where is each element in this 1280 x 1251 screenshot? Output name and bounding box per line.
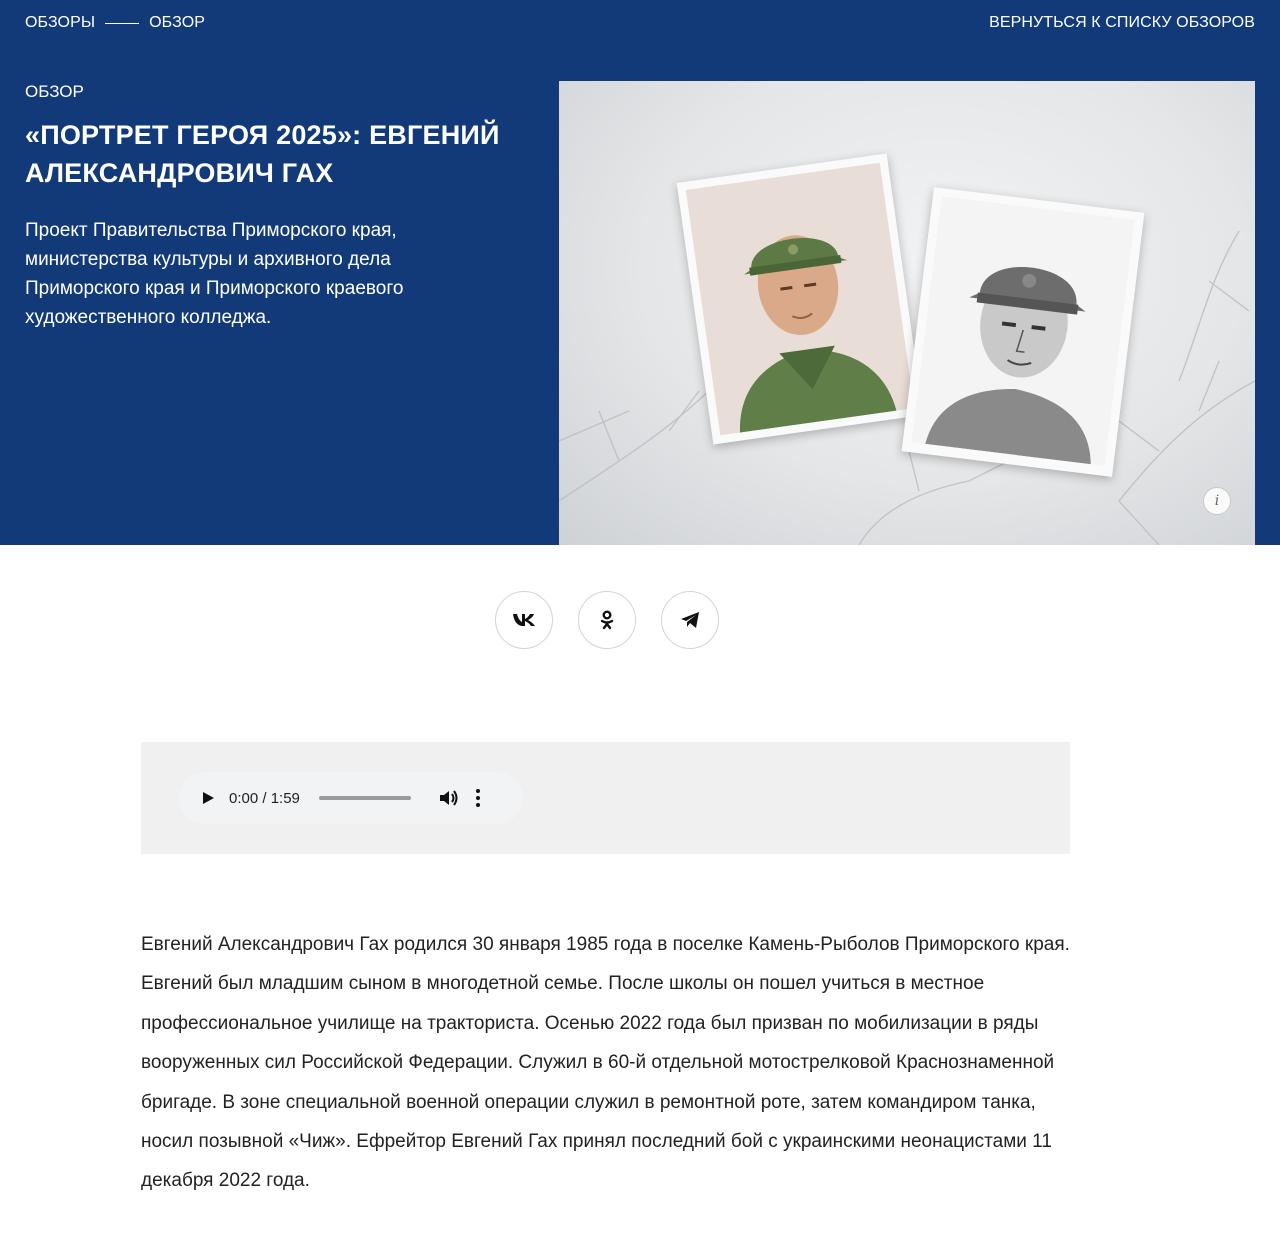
audio-section <box>141 742 1070 854</box>
top-bar <box>25 13 1255 33</box>
play-icon[interactable] <box>201 791 215 805</box>
share-ok-button[interactable] <box>578 591 636 649</box>
breadcrumb-separator <box>105 23 139 24</box>
hero-text <box>25 82 505 332</box>
volume-icon[interactable] <box>437 787 459 809</box>
soldier-photo <box>677 154 924 445</box>
odnoklassniki-icon <box>600 610 614 630</box>
hero-section <box>0 0 1280 545</box>
audio-progress-bar[interactable] <box>319 796 411 800</box>
back-to-list-link[interactable]: ВЕРНУТЬСЯ К СПИСКУ ОБЗОРОВ <box>989 14 1255 31</box>
article-paragraph: Евгений Александрович Гах родился 30 января 1985 года в поселке Камень-Рыболов Приморского края. Евгений был младшим сыном в многодетной семье. После школы он пошел учиться в местное профессиональное училище на тракториста. Осенью 2022 года был призван по мобилизации в ряды вооруженных сил Российской Федерации. Служил в 60-й отдельной мотострелковой Краснознаменной бригаде. В зоне специальной военной операции служил в ремонтной роте, затем командиром танка, носил позывной «Чиж». Ефрейтор Евгений Гах принял последний бой с украинскими неонацистами 11 декабря 2022 года. <box>141 934 1070 1192</box>
telegram-icon <box>680 611 700 629</box>
share-buttons <box>495 591 744 649</box>
page-title: «ПОРТРЕТ ГЕРОЯ 2025»: ЕВГЕНИЙ АЛЕКСАНДРОВИЧ ГАХ <box>25 120 500 188</box>
audio-player <box>179 772 523 824</box>
portrait-sketch <box>902 187 1145 477</box>
breadcrumb-review[interactable]: ОБЗОР <box>149 14 206 31</box>
image-info-button[interactable]: i <box>1203 487 1231 515</box>
hero-image <box>559 81 1255 545</box>
breadcrumb-reviews[interactable]: ОБЗОРЫ <box>25 14 96 31</box>
section-label: ОБЗОР <box>25 82 84 101</box>
share-vk-button[interactable] <box>495 591 553 649</box>
vk-icon <box>512 613 536 627</box>
more-options-icon[interactable] <box>475 788 481 808</box>
breadcrumb <box>25 14 205 32</box>
lead-text: Проект Правительства Приморского края, министерства культуры и архивного дела Приморского края и Приморского краевого художественного колледжа. <box>25 220 404 328</box>
audio-time: 0:00 / 1:59 <box>229 789 300 807</box>
share-telegram-button[interactable] <box>661 591 719 649</box>
